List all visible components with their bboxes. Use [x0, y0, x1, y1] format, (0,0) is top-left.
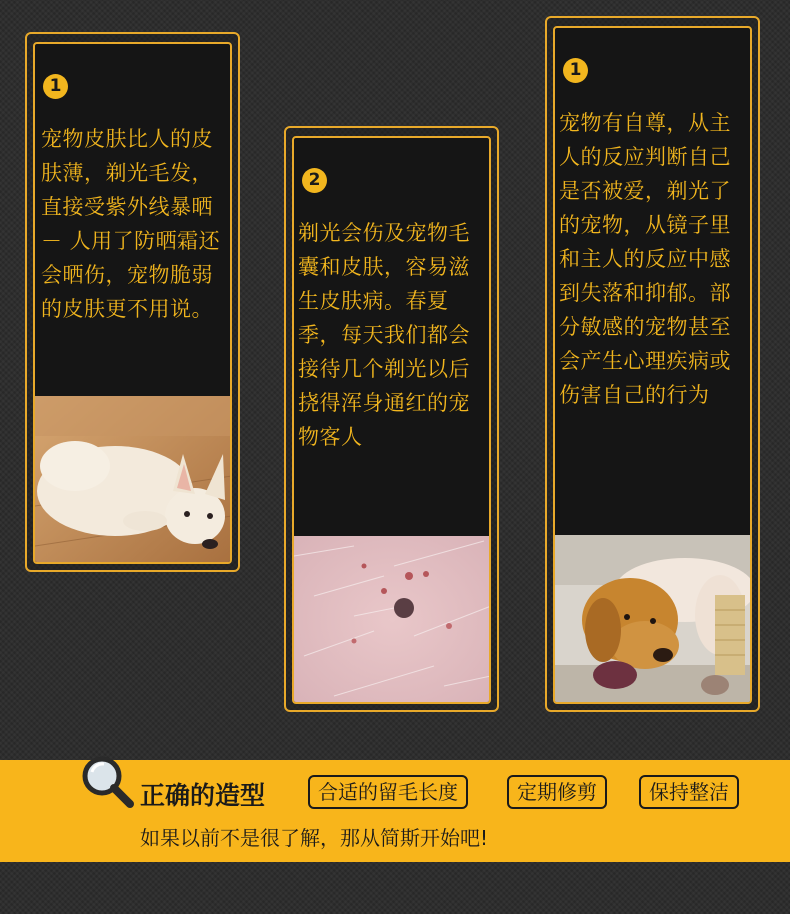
card-1-text: 宠物皮肤比人的皮肤薄，剃光毛发，直接受紫外线暴晒 － 人用了防晒霜还会晒伤，宠物脆弱的皮肤更不用说。 — [41, 127, 221, 321]
info-card-3-inner — [553, 26, 752, 704]
number-badge-icon: 1 — [43, 74, 68, 99]
two-dogs-photo — [555, 535, 752, 704]
white-dog-photo — [35, 396, 232, 564]
info-card-2 — [284, 126, 499, 712]
tag-hair-length: 合适的留毛长度 — [308, 775, 468, 809]
tag-keep-clean: 保持整洁 — [639, 775, 739, 809]
info-card-2-inner — [292, 136, 491, 704]
tag-regular-trim: 定期修剪 — [507, 775, 607, 809]
info-card-1-inner — [33, 42, 232, 564]
number-badge-icon: 2 — [302, 168, 327, 193]
banner-subtitle: 如果以前不是很了解，那从简斯开始吧! — [140, 826, 489, 850]
card-2-text: 剃光会伤及宠物毛囊和皮肤，容易滋生皮肤病。春夏季，每天我们都会接待几个剃光以后挠得浑身通红的宠物客人 — [298, 221, 470, 449]
number-badge-icon: 1 — [563, 58, 588, 83]
pet-skin-photo — [294, 536, 491, 704]
info-card-1 — [25, 32, 240, 572]
card-3-text: 宠物有自尊，从主人的反应判断自己是否被爱，剃光了的宠物，从镜子里和主人的反应中感到失落和抑郁。部分敏感的宠物甚至会产生心理疾病或伤害自己的行为 — [559, 111, 731, 407]
banner-title: 正确的造型 — [140, 781, 266, 810]
info-card-3 — [545, 16, 760, 712]
magnifier-icon — [80, 752, 138, 810]
